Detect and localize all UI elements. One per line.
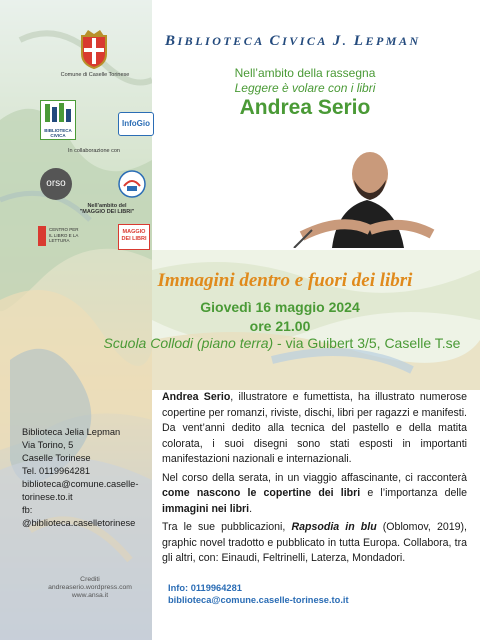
paragraph-2: Nel corso della serata, in un viaggio affascinante, ci racconterà come nascono le copertine dei libri e l’importanza delle immagini nei libri.: [162, 471, 467, 515]
event-venue: Scuola Collodi (piano terra) - via Guibert 3/5, Caselle T.se: [103, 335, 461, 351]
partner-badge-icon: [118, 170, 146, 198]
event-date: Giovedì 16 maggio 2024: [200, 299, 360, 315]
info-phone: Info: 0119964281: [168, 583, 242, 593]
credits: Crediti andreaserio.wordpress.com www.ansa.it: [48, 576, 132, 599]
paragraph-1: Andrea Serio, illustratore e fumettista, ha illustrato numerose copertine per romanzi, riviste, dischi, libri per ragazzi e manifesti. Da vent’anni dedito alla tecnica del pastello e della matita colorata, i suoi disegni sono stati esposti in importanti manifestazioni nazionali e internazionali.: [162, 391, 467, 465]
info-block: [168, 582, 468, 606]
contact-phone: Tel. 0119964281: [22, 466, 91, 476]
left-decorative-strip: [0, 0, 152, 640]
paragraph-3: Tra le sue pubblicazioni, Rapsodia in blu (Oblomov, 2019), graphic novel tradotto e pubblicato in tutta Europa. Collabora, tra gli altri, con: Einaudi, Feltrinelli, Laterza, Mondadori.: [162, 521, 468, 564]
maggio-label: Nell’ambito del "MAGGIO DEI LIBRI": [79, 203, 135, 215]
author-photo: [292, 138, 442, 248]
event-time: ore 21.00: [249, 318, 311, 334]
contact-line: fb:: [22, 505, 33, 515]
biblioteca-logo: BIBLIOTECA CIVICA: [40, 100, 76, 140]
contact-email[interactable]: torinese.to.it: [22, 492, 73, 502]
contact-email[interactable]: biblioteca@comune.caselle-: [22, 479, 139, 489]
info-email-link[interactable]: biblioteca@comune.caselle-torinese.to.it: [168, 595, 349, 605]
article-body: [162, 390, 467, 570]
contact-line: Biblioteca Jelia Lepman: [22, 427, 121, 437]
contact-facebook[interactable]: @biblioteca.caselletorinese: [22, 518, 136, 528]
maggio-dei-libri-logo: MAGGIO DEI LIBRI: [118, 224, 150, 250]
infogio-logo: InfoGio: [118, 112, 154, 136]
library-title: BIBLIOTECA CIVICA J. LEPMAN: [165, 33, 421, 49]
orso-logo: orso: [40, 168, 72, 200]
intro-line-1: Nell’ambito della rassegna: [234, 66, 376, 80]
contact-line: Via Torino, 5: [22, 440, 74, 450]
library-contact: [22, 426, 157, 530]
contact-line: Caselle Torinese: [22, 453, 91, 463]
event-headline: Immagini dentro e fuori dei libri: [157, 270, 413, 291]
comune-crest-icon: [78, 28, 110, 70]
cepell-logo: CENTRO PER IL LIBRO E LA LETTURA: [38, 226, 78, 246]
comune-label: Comune di Caselle Torinese: [60, 72, 130, 78]
intro-line-2: Leggere è volare con i libri: [234, 81, 376, 95]
author-name: Andrea Serio: [239, 96, 371, 119]
collab-label: In collaborazione con: [68, 148, 120, 154]
